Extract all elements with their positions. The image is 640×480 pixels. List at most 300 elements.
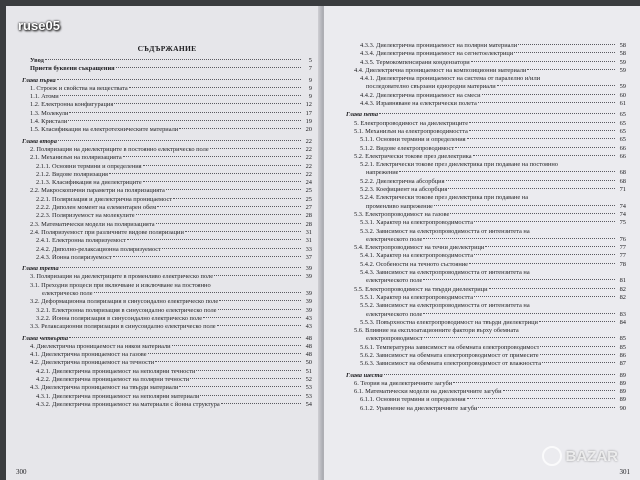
toc-entry-page: 28 xyxy=(305,212,312,220)
toc-leader-dots xyxy=(214,275,301,276)
toc-leader-dots xyxy=(203,317,301,318)
toc-leader-dots xyxy=(166,189,301,190)
toc-entry-title: 2.3. Математически модели на поляризацията xyxy=(30,220,155,228)
toc-entry xyxy=(22,254,312,262)
toc-entry-page: 74 xyxy=(619,210,626,218)
toc-entry-title: 5.6.1. Температурна зависимост на обемната електропроводимост xyxy=(360,343,540,351)
toc-chapter-heading xyxy=(22,138,312,146)
toc-entry-title: 4. Диелектрична проницаемост на някои материали xyxy=(30,342,171,350)
toc-leader-dots xyxy=(423,238,615,239)
toc-leader-dots xyxy=(157,206,301,207)
toc-entry-title: 5.6. Влияние на експлоатационните фактори върху обемната xyxy=(354,327,519,335)
toc-entry xyxy=(346,50,626,58)
toc-leader-dots xyxy=(162,248,301,249)
toc-entry-page: 39 xyxy=(305,265,312,273)
toc-entry-page: 22 xyxy=(305,170,312,178)
toc-entry-title: електрическото поле xyxy=(366,310,423,318)
left-toc-entries xyxy=(22,57,312,409)
toc-leader-dots xyxy=(469,122,615,123)
toc-entry-page: 5 xyxy=(308,57,312,64)
toc-entry-title: 2. Поляризация на диелектриците в постоянно електрическо поле xyxy=(30,145,209,153)
toc-entry-title: 6. Теория на диелектричните загуби xyxy=(354,379,453,387)
toc-entry xyxy=(346,92,626,100)
toc-entry xyxy=(346,327,626,335)
toc-entry xyxy=(346,67,626,75)
toc-entry xyxy=(346,228,626,236)
toc-entry-page: 51 xyxy=(305,367,312,375)
toc-entry-title: Увод xyxy=(30,57,44,64)
toc-entry xyxy=(346,335,626,343)
toc-leader-dots xyxy=(218,309,301,310)
toc-entry-title: електрическото поле xyxy=(366,235,423,243)
toc-leader-dots xyxy=(123,156,301,157)
toc-entry-page: 83 xyxy=(619,310,626,318)
toc-leader-dots xyxy=(148,353,301,354)
right-page xyxy=(324,6,640,480)
toc-entry-title: 5.6.2. Зависимост на обемната електропроводимост от примесите xyxy=(360,351,539,359)
left-page-number: 300 xyxy=(16,468,27,476)
toc-entry-page: 7 xyxy=(308,65,312,73)
toc-entry xyxy=(22,221,312,229)
toc-entry-page: 65 xyxy=(619,127,626,135)
toc-entry-title: 4.3.4. Диелектрична проницаемост на сегнетоелектрици xyxy=(360,50,514,58)
toc-entry-page: 59 xyxy=(619,83,626,91)
toc-entry-page: 48 xyxy=(305,342,312,350)
toc-entry xyxy=(346,153,626,161)
toc-entry xyxy=(346,277,626,285)
toc-leader-dots xyxy=(539,321,615,322)
toc-entry xyxy=(346,302,626,310)
toc-leader-dots xyxy=(474,221,615,222)
toc-leader-dots xyxy=(196,370,301,371)
toc-entry xyxy=(22,85,312,93)
toc-entry-title: 5.3.1. Характер на електропроводимостта xyxy=(360,219,474,227)
toc-entry-page: 22 xyxy=(305,137,312,145)
toc-leader-dots xyxy=(448,188,615,189)
toc-entry-page: 65 xyxy=(619,136,626,144)
toc-entry-title: 1.2. Електронна конфигурация xyxy=(30,101,114,109)
toc-leader-dots xyxy=(469,130,615,131)
toc-entry-title: 4.3.1. Диелектрична проницаемост на неполярни материали xyxy=(36,392,200,400)
toc-entry-page: 31 xyxy=(305,228,312,236)
toc-leader-dots xyxy=(127,239,301,240)
toc-entry-title: 1.4. Кристали xyxy=(30,118,68,126)
toc-entry-page: 85 xyxy=(619,343,626,351)
toc-entry-page: 37 xyxy=(305,253,312,261)
toc-entry xyxy=(346,344,626,352)
toc-entry-title: 6.1.1. Основни термини и определения xyxy=(360,396,466,404)
toc-entry-page: 48 xyxy=(305,351,312,359)
toc-leader-dots xyxy=(179,386,301,387)
toc-entry xyxy=(22,323,312,331)
toc-entry-title: 5.2.4. Електрически токове през диелектрика при подаване на xyxy=(360,194,529,202)
toc-entry xyxy=(22,359,312,367)
toc-leader-dots xyxy=(423,313,615,314)
toc-entry-page: 20 xyxy=(305,126,312,134)
toc-leader-dots xyxy=(68,120,301,121)
toc-entry xyxy=(22,246,312,254)
toc-entry-title: Глава трета xyxy=(22,265,59,273)
toc-entry xyxy=(22,315,312,323)
toc-entry xyxy=(22,273,312,281)
toc-entry-title: 5.2. Електрически токове през диелектрика xyxy=(354,152,472,160)
toc-entry xyxy=(22,307,312,315)
toc-entry-page: 77 xyxy=(619,244,626,252)
toc-leader-dots xyxy=(69,112,301,113)
toc-entry xyxy=(22,393,312,401)
toc-leader-dots xyxy=(94,292,301,293)
toc-entry xyxy=(346,319,626,327)
toc-entry xyxy=(22,93,312,101)
toc-leader-dots xyxy=(69,337,301,338)
toc-leader-dots xyxy=(446,180,615,181)
toc-entry xyxy=(346,161,626,169)
toc-entry xyxy=(346,120,626,128)
toc-entry-page: 59 xyxy=(619,66,626,74)
toc-entry-page: 22 xyxy=(305,162,312,170)
toc-entry xyxy=(346,100,626,108)
toc-leader-dots xyxy=(114,103,301,104)
toc-entry-page: 66 xyxy=(619,144,626,152)
toc-entry-page: 65 xyxy=(619,111,626,119)
toc-entry-page: 58 xyxy=(619,42,626,49)
toc-leader-dots xyxy=(514,52,615,53)
toc-entry-title: 5.1. Механизъм на електропроводимостта xyxy=(354,127,468,135)
toc-entry-page: 22 xyxy=(305,145,312,153)
toc-entry xyxy=(346,261,626,269)
toc-entry xyxy=(22,171,312,179)
toc-entry-page: 54 xyxy=(305,400,312,408)
toc-entry-title: 3.3. Релаксационни поляризации в синусоидално електрическо поле xyxy=(30,323,216,331)
toc-leader-dots xyxy=(143,165,301,166)
right-toc-entries xyxy=(346,42,626,413)
toc-entry-page: 82 xyxy=(619,285,626,293)
toc-entry-page: 39 xyxy=(305,298,312,306)
toc-entry-title: Приети буквени съкращения xyxy=(30,65,115,73)
toc-entry xyxy=(346,219,626,227)
toc-leader-dots xyxy=(527,69,615,70)
toc-entry-title: 2.4.1. Електронна поляризуемост xyxy=(36,237,127,245)
toc-entry-page: 89 xyxy=(619,371,626,379)
toc-chapter-heading xyxy=(22,77,312,85)
toc-leader-dots xyxy=(540,346,615,347)
toc-entry-page: 81 xyxy=(619,277,626,285)
toc-entry xyxy=(22,179,312,187)
toc-entry xyxy=(22,298,312,306)
toc-entry-title: електропроводимост xyxy=(366,335,423,343)
toc-entry xyxy=(22,187,312,195)
toc-entry-page: 78 xyxy=(619,260,626,268)
toc-entry xyxy=(22,204,312,212)
toc-entry-title: 5.4. Електропроводимост на течни диелектрици xyxy=(354,244,485,252)
toc-entry-title: 1.1. Атоми xyxy=(30,93,59,101)
toc-entry xyxy=(346,286,626,294)
toc-entry xyxy=(346,405,626,413)
toc-entry xyxy=(22,57,312,65)
toc-leader-dots xyxy=(478,407,615,408)
toc-entry xyxy=(346,42,626,50)
toc-entry-page: 28 xyxy=(305,220,312,228)
toc-entry-title: последователно свързани еднородни материали xyxy=(366,83,496,91)
toc-chapter-heading xyxy=(346,111,626,119)
toc-entry xyxy=(346,294,626,302)
toc-entry xyxy=(22,163,312,171)
right-toc xyxy=(346,42,626,413)
toc-entry-page: 65 xyxy=(619,119,626,127)
toc-entry-title: 5.6.3. Зависимост на обемната електропроводимост от влажността xyxy=(360,360,542,368)
toc-leader-dots xyxy=(185,231,301,232)
toc-entry-page: 52 xyxy=(305,375,312,383)
toc-entry-page: 89 xyxy=(619,388,626,396)
toc-entry-page: 27 xyxy=(305,204,312,212)
toc-leader-dots xyxy=(113,256,301,257)
toc-leader-dots xyxy=(60,267,301,268)
toc-leader-dots xyxy=(379,113,615,114)
toc-entry xyxy=(22,118,312,126)
toc-entry xyxy=(346,128,626,136)
toc-entry-title: 2.1.2. Видове поляризация xyxy=(36,170,108,178)
toc-entry xyxy=(346,311,626,319)
toc-entry-title: 2.2.2. Диполен момент на елементарен обем xyxy=(36,204,157,212)
toc-entry-title: 6.1.2. Уравнение на диелектричните загуби xyxy=(360,404,478,412)
toc-leader-dots xyxy=(467,398,615,399)
toc-entry xyxy=(22,384,312,392)
toc-entry-title: 6.1. Математически модели на диелектричните загуби xyxy=(354,388,502,396)
toc-leader-dots xyxy=(172,345,301,346)
toc-entry xyxy=(346,194,626,202)
toc-entry-title: 4.1. Диелектрична проницаемост на газове xyxy=(30,351,147,359)
toc-entry-page: 17 xyxy=(305,109,312,117)
toc-entry xyxy=(22,282,312,290)
toc-entry xyxy=(22,110,312,118)
toc-entry-title: Глава четвърта xyxy=(22,334,69,342)
toc-chapter-heading xyxy=(22,265,312,273)
toc-leader-dots xyxy=(434,205,615,206)
toc-entry-title: 4.4.1. Диелектрична проницаемост на система от паралелно и/или xyxy=(360,75,541,83)
toc-chapter-heading xyxy=(22,335,312,343)
toc-entry xyxy=(22,154,312,162)
toc-entry-title: напрежение xyxy=(366,169,399,177)
toc-entry-title: Глава пета xyxy=(346,111,379,119)
toc-entry xyxy=(22,101,312,109)
toc-leader-dots xyxy=(57,79,301,80)
toc-entry-title: 2.4.2. Диполно-релаксационна поляризуемост xyxy=(36,245,161,253)
toc-entry xyxy=(346,145,626,153)
toc-entry-title: 4.2.1. Диелектрична проницаемост на неполярни течности xyxy=(36,367,196,375)
toc-entry xyxy=(346,169,626,177)
toc-entry-page: 31 xyxy=(305,237,312,245)
toc-leader-dots xyxy=(179,128,301,129)
toc-leader-dots xyxy=(478,102,615,103)
toc-entry-title: 1.3. Молекули xyxy=(30,109,69,117)
toc-entry-title: 5.2.2. Диелектрична абсорбция xyxy=(360,177,445,185)
toc-leader-dots xyxy=(45,59,301,60)
toc-entry-page: 53 xyxy=(305,384,312,392)
toc-entry-page: 77 xyxy=(619,252,626,260)
toc-entry-title: 4.2. Диелектрична проницаемост на течности xyxy=(30,359,155,367)
toc-entry-page: 74 xyxy=(619,202,626,210)
toc-entry-page: 58 xyxy=(619,50,626,58)
toc-leader-dots xyxy=(173,198,301,199)
toc-entry-title: променливо напрежение xyxy=(366,202,433,210)
toc-entry-title: електрическото поле xyxy=(366,277,423,285)
toc-entry xyxy=(346,360,626,368)
toc-entry-page: 25 xyxy=(305,187,312,195)
toc-entry-page: 25 xyxy=(305,195,312,203)
toc-entry-page: 22 xyxy=(305,154,312,162)
toc-entry xyxy=(22,351,312,359)
right-page-number: 301 xyxy=(619,468,630,476)
toc-entry-title: 3.1. Преходни процеси при включване и изключване на постоянно xyxy=(30,281,211,289)
toc-leader-dots xyxy=(450,213,615,214)
toc-entry-page: 48 xyxy=(305,334,312,342)
toc-entry-title: 2.4. Поляризуемост при различните видове поляризации xyxy=(30,228,184,236)
toc-entry-page: 84 xyxy=(619,318,626,326)
toc-leader-dots xyxy=(473,155,615,156)
toc-entry-page: 87 xyxy=(619,360,626,368)
toc-entry-title: 5.2.3. Коефициент на абсорбция xyxy=(360,186,448,194)
bazar-badge-icon xyxy=(542,446,562,466)
toc-entry-title: 4.2.2. Диелектрична проницаемост на полярни течности xyxy=(36,375,190,383)
toc-entry-page: 75 xyxy=(619,219,626,227)
toc-entry-title: 5.5. Електропроводимост на твърди диелектрици xyxy=(354,285,488,293)
toc-entry-page: 89 xyxy=(619,379,626,387)
toc-entry-title: Глава втора xyxy=(22,137,57,145)
toc-entry-title: 5.4.3. Зависимост на електропроводимостта от интензитета на xyxy=(360,269,530,277)
toc-entry-title: Глава първа xyxy=(22,76,56,84)
toc-entry-page: 39 xyxy=(305,290,312,298)
toc-leader-dots xyxy=(485,246,615,247)
toc-entry-title: 3.2.2. Йонна поляризация в синусоидално електрическо поле xyxy=(36,314,203,322)
toc-leader-dots xyxy=(155,361,301,362)
toc-entry-title: 3.2.1. Електронна поляризация в синусоидално електрическо поле xyxy=(36,306,217,314)
toc-entry-title: 3. Поляризация на диелектриците в променливо електрическо поле xyxy=(30,273,214,281)
toc-entry-title: 5.3.2. Зависимост на електропроводимостта от интензитета на xyxy=(360,227,530,235)
toc-entry-title: 1.5. Класификация на електротехническите материали xyxy=(30,126,179,134)
toc-entry xyxy=(346,236,626,244)
toc-entry xyxy=(346,244,626,252)
toc-leader-dots xyxy=(497,85,615,86)
toc-leader-dots xyxy=(518,44,615,45)
toc-leader-dots xyxy=(471,61,615,62)
toc-leader-dots xyxy=(542,362,615,363)
toc-entry xyxy=(346,211,626,219)
toc-leader-dots xyxy=(58,140,301,141)
toc-leader-dots xyxy=(221,403,301,404)
toc-leader-dots xyxy=(467,138,615,139)
toc-entry-page: 12 xyxy=(305,101,312,109)
toc-entry-title: Глава шеста xyxy=(346,371,383,379)
toc-entry xyxy=(346,178,626,186)
toc-entry-title: 5.5.1. Характер на електропроводимостта xyxy=(360,293,474,301)
toc-leader-dots xyxy=(455,147,615,148)
toc-leader-dots xyxy=(399,171,615,172)
toc-leader-dots xyxy=(423,279,615,280)
toc-leader-dots xyxy=(143,181,301,182)
toc-leader-dots xyxy=(489,288,615,289)
toc-entry xyxy=(346,186,626,194)
toc-entry xyxy=(22,196,312,204)
toc-entry-title: 5.5.3. Повърхностна електропроводимост на твърди диелектрици xyxy=(360,318,538,326)
toc-entry xyxy=(346,83,626,91)
toc-leader-dots xyxy=(116,67,301,68)
toc-leader-dots xyxy=(540,354,615,355)
toc-entry xyxy=(22,126,312,134)
toc-leader-dots xyxy=(129,87,301,88)
toc-entry-page: 53 xyxy=(305,392,312,400)
toc-entry-page: 61 xyxy=(619,100,626,108)
toc-entry-page: 39 xyxy=(305,273,312,281)
toc-entry xyxy=(346,269,626,277)
toc-entry xyxy=(346,252,626,260)
toc-entry-title: 5.1.1. Основни термини и определения xyxy=(360,136,466,144)
toc-entry xyxy=(22,65,312,73)
toc-entry-title: 4.3. Диелектрична проницаемост на твърди материали xyxy=(30,384,179,392)
toc-entry xyxy=(346,352,626,360)
toc-entry-title: 1. Строеж и свойства на веществата xyxy=(30,84,128,92)
toc-leader-dots xyxy=(60,95,301,96)
toc-entry-page: 89 xyxy=(619,396,626,404)
toc-entry xyxy=(22,401,312,409)
toc-entry-page: 82 xyxy=(619,293,626,301)
toc-entry-page: 85 xyxy=(619,335,626,343)
toc-entry-title: 4.4.3. Изравняване на електрически полета xyxy=(360,100,477,108)
toc-entry-title: 2.2. Макроскопични параметри на поляризацията xyxy=(30,187,165,195)
toc-entry-page: 9 xyxy=(308,76,312,84)
toc-chapter-heading xyxy=(346,372,626,380)
toc-leader-dots xyxy=(136,214,301,215)
toc-leader-dots xyxy=(200,395,301,396)
toc-entry-page: 24 xyxy=(305,179,312,187)
left-page xyxy=(6,6,322,480)
ruse05-watermark-logo: ruse05 xyxy=(18,18,60,33)
toc-entry-title: 5.4.1. Характер на електропроводимостта xyxy=(360,252,474,260)
toc-entry xyxy=(22,343,312,351)
toc-entry-page: 9 xyxy=(308,93,312,101)
toc-entry-title: 4.3.3. Диелектрична проницаемост на полярни материали xyxy=(360,42,518,49)
toc-leader-dots xyxy=(474,254,615,255)
left-toc xyxy=(22,44,312,409)
toc-leader-dots xyxy=(217,325,301,326)
toc-entry xyxy=(346,380,626,388)
toc-entry xyxy=(346,59,626,67)
toc-entry-page: 59 xyxy=(619,58,626,66)
toc-entry xyxy=(22,368,312,376)
toc-entry-page: 33 xyxy=(305,245,312,253)
toc-entry xyxy=(346,396,626,404)
toc-entry-title: 4.3.5. Термокомпенсирани кондензатори xyxy=(360,58,470,66)
toc-entry-page: 86 xyxy=(619,351,626,359)
toc-entry xyxy=(22,376,312,384)
toc-leader-dots xyxy=(453,382,615,383)
toc-entry xyxy=(22,229,312,237)
toc-entry-page: 68 xyxy=(619,169,626,177)
toc-entry-title: 5.4.2. Особености на течното състояние xyxy=(360,260,468,268)
toc-entry-title: 5.5.2. Зависимост на електропроводимостта от интензитета на xyxy=(360,302,530,310)
toc-entry-page: 66 xyxy=(619,152,626,160)
toc-leader-dots xyxy=(109,173,301,174)
toc-leader-dots xyxy=(384,374,615,375)
toc-leader-dots xyxy=(424,337,615,338)
toc-leader-dots xyxy=(469,263,615,264)
toc-entry-title: 2.4.3. Йонна поляризуемост xyxy=(36,253,112,261)
toc-entry-title: 5.3. Електропроводимост на газове xyxy=(354,210,450,218)
toc-entry-title: електрическо поле xyxy=(42,290,93,298)
toc-entry xyxy=(346,388,626,396)
toc-leader-dots xyxy=(503,390,615,391)
toc-entry-title: 2.1. Механизъм на поляризацията xyxy=(30,154,122,162)
toc-entry xyxy=(346,136,626,144)
